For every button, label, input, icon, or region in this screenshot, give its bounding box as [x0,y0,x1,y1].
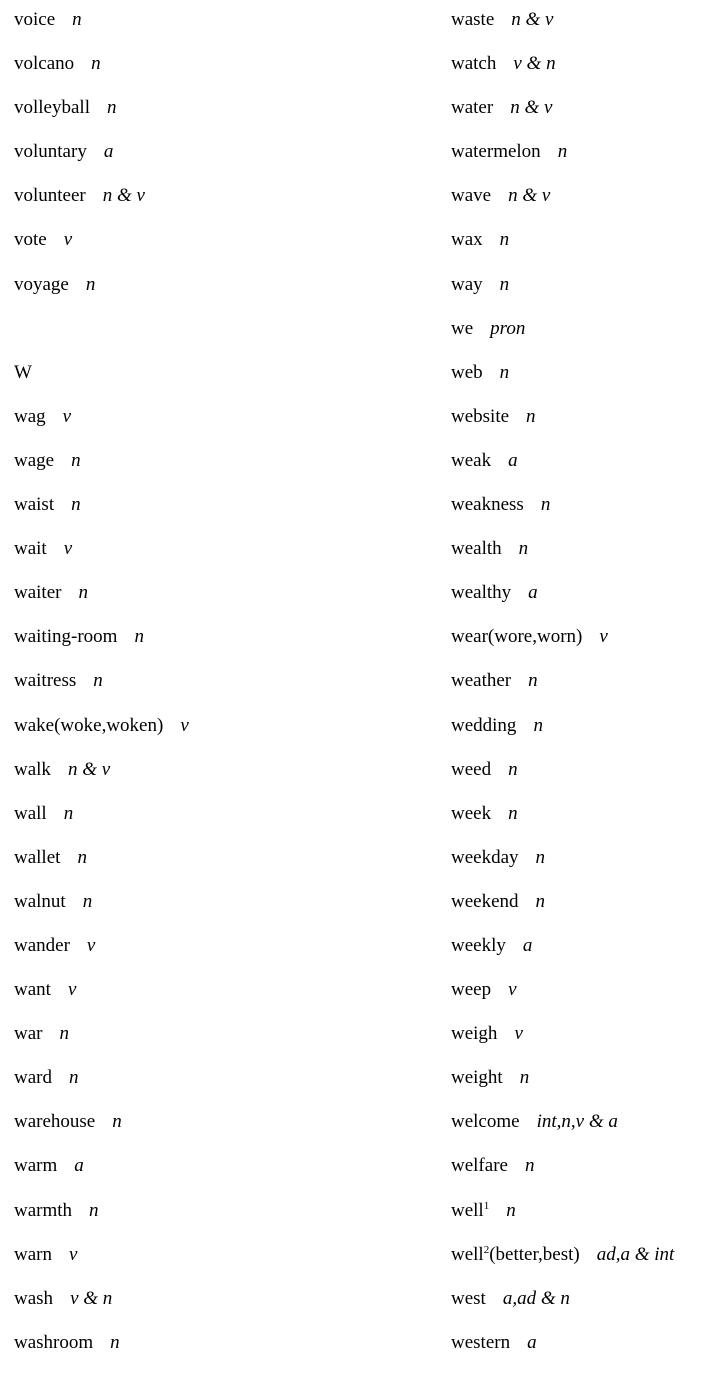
part-of-speech: v [63,229,73,251]
entry-word: weekday [451,846,519,868]
vocabulary-column-right [451,6,712,1373]
vocab-entry [14,667,434,711]
part-of-speech: n [508,802,518,824]
vocab-entry [14,1020,434,1064]
part-of-speech: n & v [511,9,554,30]
entry-word: weather [451,670,512,692]
entry-word: weight [451,1067,503,1089]
vocab-entry [14,712,434,756]
vocab-entry [451,271,712,315]
section-heading-row [14,359,434,403]
part-of-speech: n [71,494,81,516]
entry-word: volunteer [14,185,86,207]
entry-word: waist [14,494,55,516]
part-of-speech: n [63,802,74,824]
vocab-entry [451,623,712,667]
vocab-entry [451,182,712,226]
part-of-speech: n [518,538,529,560]
part-of-speech: n [526,405,536,427]
entry-word: waste [451,9,495,30]
entry-word: welcome [451,1111,520,1133]
vocab-entry [14,756,434,800]
vocab-entry [451,756,712,800]
vocab-entry [14,1285,434,1329]
entry-word: weak [451,449,492,471]
part-of-speech: n [524,1155,535,1177]
vocab-entry [451,1197,712,1241]
part-of-speech: n [89,1199,99,1221]
entry-word: wash [14,1287,54,1309]
entry-word: wealthy [451,582,512,604]
part-of-speech: pron [490,317,526,339]
entry-word: voluntary [14,141,87,163]
part-of-speech: n [134,626,144,648]
section-letter-heading: W [14,361,32,383]
part-of-speech: n [535,890,546,912]
homonym-superscript: 1 [483,1199,490,1212]
vocab-entry [451,1020,712,1064]
vocab-entry [451,138,712,182]
vocab-entry [14,800,434,844]
part-of-speech: n & v [508,185,551,207]
entry-word: waitress [14,670,77,692]
entry-word: weigh [451,1023,498,1045]
entry-word: voice [14,9,56,30]
vocab-entry [451,1241,712,1285]
vocab-entry [451,447,712,491]
entry-word: vote [14,229,47,251]
vocab-entry [451,1152,712,1196]
part-of-speech: a [528,582,538,604]
vocab-entry [451,359,712,403]
vocab-entry [451,667,712,711]
part-of-speech: v [508,979,517,1001]
vocab-entry [14,491,434,535]
part-of-speech: int,n,v & a [536,1111,618,1133]
entry-word: voyage [14,273,69,295]
entry-word: weekly [451,934,506,956]
part-of-speech: n [499,273,510,295]
part-of-speech: n [72,9,82,30]
vocab-entry [451,579,712,623]
vocab-entry [14,844,434,888]
vocab-entry [451,1329,712,1373]
vocab-entry [14,403,434,447]
entry-word: website [451,405,510,427]
vocab-entry [14,976,434,1020]
vocab-entry [451,94,712,138]
part-of-speech: n [85,273,96,295]
part-of-speech: v [599,626,608,648]
entry-word: well [451,1243,484,1265]
entry-word: warehouse [14,1111,96,1133]
entry-word: wallet [14,846,61,868]
vocab-entry [451,491,712,535]
entry-word: we [451,317,474,339]
entry-word-forms: (better,best) [489,1243,580,1265]
entry-word: wait [14,538,47,560]
part-of-speech: n [112,1111,122,1133]
entry-word: volcano [14,53,75,75]
entry-word: wage [14,449,55,471]
entry-word: washroom [14,1331,94,1353]
vocab-entry [14,1241,434,1285]
vocab-entry [14,1152,434,1196]
part-of-speech: v & n [513,53,556,75]
entry-word: weep [451,979,492,1001]
part-of-speech: v [68,1243,78,1265]
part-of-speech: a [522,934,533,956]
part-of-speech: n [533,714,543,736]
part-of-speech: a,ad & n [502,1287,570,1309]
entry-word: walnut [14,890,66,912]
entry-word: want [14,979,51,1001]
part-of-speech: a [103,141,114,163]
vocab-entry [451,403,712,447]
vocab-entry [451,1108,712,1152]
vocab-entry [451,712,712,756]
part-of-speech: n [528,670,538,692]
part-of-speech: v [86,934,96,956]
vocab-entry [451,1285,712,1329]
entry-word: weed [451,758,492,780]
part-of-speech: a [508,449,518,471]
vocab-entry [451,6,712,50]
part-of-speech: n [106,97,117,119]
vocab-entry [14,94,434,138]
part-of-speech: v [63,538,73,560]
vocab-entry [14,6,434,50]
vocab-entry [14,1108,434,1152]
entry-word: war [14,1023,43,1045]
entry-word: wall [14,802,47,824]
vocab-entry [451,226,712,270]
blank-spacer [14,315,434,359]
entry-word: walk [14,758,51,780]
entry-word: wax [451,229,483,251]
part-of-speech: n [71,449,81,471]
part-of-speech: v [62,405,72,427]
vocab-entry [14,888,434,932]
entry-word: watermelon [451,141,541,163]
entry-word: weakness [451,494,524,516]
part-of-speech: v & n [70,1287,113,1309]
vocab-entry [451,888,712,932]
entry-word: water [451,97,494,119]
part-of-speech: n & v [510,97,553,119]
vocab-entry [451,1064,712,1108]
part-of-speech: n [78,582,88,604]
entry-word: wag [14,405,46,427]
vocab-entry [451,50,712,94]
entry-word: wedding [451,714,517,736]
part-of-speech: n [508,758,518,780]
part-of-speech: ad,a & int [596,1243,675,1265]
part-of-speech: n [506,1199,516,1221]
part-of-speech: n & v [67,758,111,780]
entry-word: west [451,1287,486,1309]
entry-word: warn [14,1243,52,1265]
part-of-speech: n [82,890,93,912]
entry-word: ward [14,1067,52,1089]
homonym-superscript: 2 [483,1243,490,1256]
entry-word: web [451,361,483,383]
part-of-speech: n [499,229,510,251]
vocab-entry [14,226,434,270]
part-of-speech: a [527,1331,537,1353]
part-of-speech: v [67,979,77,1001]
entry-word: wander [14,934,70,956]
entry-word: warm [14,1155,58,1177]
entry-word: weekend [451,890,519,912]
vocab-entry [14,50,434,94]
vocab-entry [451,932,712,976]
vocab-entry [14,1064,434,1108]
entry-word: waiter [14,582,62,604]
part-of-speech: n [59,1023,69,1045]
vocab-entry [451,535,712,579]
vocab-entry [14,447,434,491]
entry-word: waiting-room [14,626,118,648]
part-of-speech: n [540,494,551,516]
part-of-speech: n [499,361,510,383]
part-of-speech: n & v [102,185,145,207]
entry-word: volleyball [14,97,90,119]
vocab-entry [14,535,434,579]
entry-word: wake(woke,woken) [14,714,164,736]
vocab-entry [451,800,712,844]
vocabulary-column-left [14,6,434,1373]
entry-word: watch [451,53,497,75]
part-of-speech: a [74,1155,84,1177]
part-of-speech: n [91,53,101,75]
vocab-entry [14,623,434,667]
vocab-entry [14,932,434,976]
part-of-speech: n [519,1067,530,1089]
vocab-entry [14,271,434,315]
part-of-speech: n [93,670,103,692]
entry-word: welfare [451,1155,508,1177]
entry-word: week [451,802,492,824]
entry-word: way [451,273,483,295]
part-of-speech: n [557,141,568,163]
entry-word: wealth [451,538,502,560]
vocab-entry [14,579,434,623]
entry-word: western [451,1331,511,1353]
vocab-entry [451,315,712,359]
entry-word: warmth [14,1199,73,1221]
part-of-speech: n [110,1331,120,1353]
part-of-speech: v [514,1023,523,1045]
vocab-entry [14,138,434,182]
part-of-speech: v [180,714,189,736]
part-of-speech: n [68,1067,79,1089]
vocab-entry [14,1197,434,1241]
entry-word: wave [451,185,492,207]
vocab-entry [451,976,712,1020]
part-of-speech: n [77,846,87,868]
entry-word: well [451,1199,484,1221]
vocab-entry [451,844,712,888]
entry-word: wear(wore,worn) [451,626,583,648]
part-of-speech: n [535,846,546,868]
vocab-entry [14,1329,434,1373]
vocab-entry [14,182,434,226]
